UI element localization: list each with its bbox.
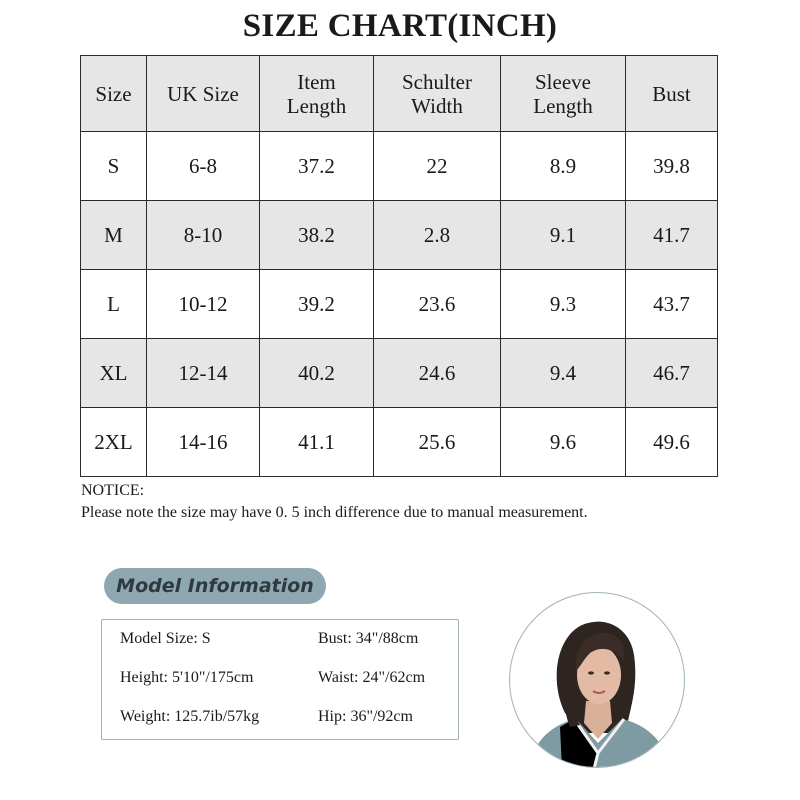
cell-bust: 43.7 [626, 270, 718, 339]
notice-block [81, 480, 588, 524]
cell-schulter-width: 22 [374, 132, 501, 201]
cell-size: S [81, 132, 147, 201]
table-header-row [81, 56, 718, 132]
cell-bust: 39.8 [626, 132, 718, 201]
model-portrait-illustration [510, 593, 685, 768]
notice-heading: NOTICE: [81, 482, 145, 499]
header-item-length: Item Length [260, 56, 374, 132]
cell-item-length: 41.1 [260, 408, 374, 477]
header-bust: Bust [626, 56, 718, 132]
model-height: Height: 5'10"/175cm [120, 669, 254, 686]
cell-sleeve-length: 9.3 [501, 270, 626, 339]
model-bust: Bust: 34"/88cm [318, 630, 419, 647]
cell-sleeve-length: 9.1 [501, 201, 626, 270]
cell-uk-size: 12-14 [147, 339, 260, 408]
model-waist: Waist: 24"/62cm [318, 669, 426, 686]
table-row [81, 270, 718, 339]
header-sleeve-length: Sleeve Length [501, 56, 626, 132]
header-schulter-width: Schulter Width [374, 56, 501, 132]
cell-size: XL [81, 339, 147, 408]
cell-item-length: 39.2 [260, 270, 374, 339]
cell-schulter-width: 24.6 [374, 339, 501, 408]
cell-bust: 49.6 [626, 408, 718, 477]
cell-sleeve-length: 9.6 [501, 408, 626, 477]
model-information-box [101, 619, 459, 740]
cell-uk-size: 10-12 [147, 270, 260, 339]
cell-sleeve-length: 8.9 [501, 132, 626, 201]
table-row [81, 339, 718, 408]
cell-item-length: 40.2 [260, 339, 374, 408]
cell-item-length: 37.2 [260, 132, 374, 201]
model-size: Model Size: S [120, 630, 211, 647]
cell-uk-size: 14-16 [147, 408, 260, 477]
cell-bust: 46.7 [626, 339, 718, 408]
model-photo [509, 592, 685, 768]
header-uk-size: UK Size [147, 56, 260, 132]
cell-schulter-width: 23.6 [374, 270, 501, 339]
model-weight: Weight: 125.7ib/57kg [120, 708, 260, 725]
cell-item-length: 38.2 [260, 201, 374, 270]
cell-uk-size: 8-10 [147, 201, 260, 270]
table-row [81, 201, 718, 270]
header-size: Size [81, 56, 147, 132]
cell-size: 2XL [81, 408, 147, 477]
notice-text: Please note the size may have 0. 5 inch difference due to manual measurement. [81, 504, 588, 521]
cell-uk-size: 6-8 [147, 132, 260, 201]
page-title: SIZE CHART(INCH) [242, 8, 558, 44]
table-row [81, 132, 718, 201]
model-information-badge: Model Information [104, 568, 326, 604]
cell-bust: 41.7 [626, 201, 718, 270]
cell-schulter-width: 25.6 [374, 408, 501, 477]
cell-sleeve-length: 9.4 [501, 339, 626, 408]
cell-schulter-width: 2.8 [374, 201, 501, 270]
size-chart-table [80, 55, 718, 477]
cell-size: L [81, 270, 147, 339]
table-row [81, 408, 718, 477]
model-hip: Hip: 36"/92cm [318, 708, 413, 725]
cell-size: M [81, 201, 147, 270]
